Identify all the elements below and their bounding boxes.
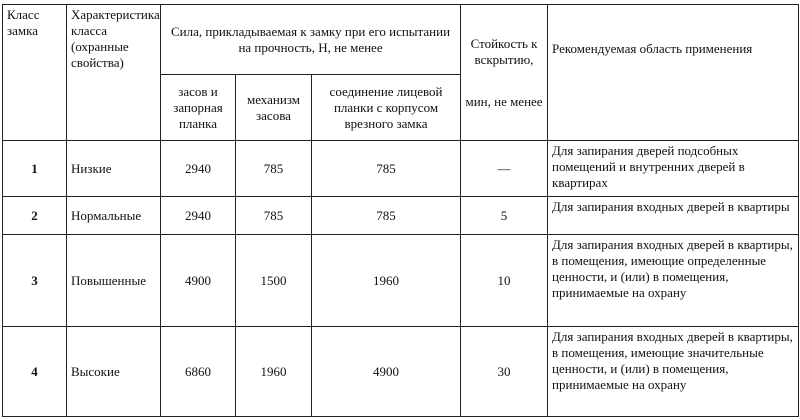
cell-application: Для запирания входных дверей в квартиры, в помещения, имеющие определенные ценности, и (или) в помещения, принимаемые на охрану [548,235,799,327]
lock-classes-table [2,4,799,417]
header-lock-class: Класс замка [3,5,67,141]
header-row-1 [3,5,799,75]
cell-class: 4 [3,327,67,417]
cell-application: Для запирания дверей подсобных помещений и внутренних дверей в квартирах [548,141,799,197]
header-force-faceplate: соединение лицевой планки с корпусом врезного замка [312,75,461,141]
table-row [3,197,799,235]
cell-bolt-force: 2940 [161,141,236,197]
header-force-bolt: засов и запорная планка [161,75,236,141]
cell-faceplate-force: 1960 [312,235,461,327]
cell-application: Для запирания входных дверей в квартиры [548,197,799,235]
cell-bolt-force: 2940 [161,197,236,235]
header-characteristic: Характеристика класса (охранные свойства) [67,5,161,141]
cell-faceplate-force: 785 [312,197,461,235]
cell-class: 1 [3,141,67,197]
cell-faceplate-force: 785 [312,141,461,197]
table-row [3,141,799,197]
cell-application: Для запирания входных дверей в квартиры, в помещения, имеющие значительные ценности, и (или) в помещения, принимаемые на охрану [548,327,799,417]
cell-mechanism-force: 1960 [236,327,312,417]
cell-bolt-force: 4900 [161,235,236,327]
table-row [3,327,799,417]
cell-faceplate-force: 4900 [312,327,461,417]
header-force-mechanism: механизм засова [236,75,312,141]
cell-resistance: 10 [461,235,548,327]
cell-class: 3 [3,235,67,327]
header-burglary-bottom: мин, не менее [465,93,543,109]
cell-characteristic: Нормальные [67,197,161,235]
cell-characteristic: Низкие [67,141,161,197]
header-burglary-resistance [461,5,548,141]
header-force-group: Сила, прикладываемая к замку при его испытании на прочность, Н, не менее [161,5,461,75]
cell-resistance: 30 [461,327,548,417]
cell-mechanism-force: 1500 [236,235,312,327]
cell-characteristic: Высокие [67,327,161,417]
header-burglary-top: Стойкость к вскрытию, [470,35,538,67]
cell-characteristic: Повышенные [67,235,161,327]
cell-mechanism-force: 785 [236,141,312,197]
cell-bolt-force: 6860 [161,327,236,417]
header-application: Рекомендуемая область применения [548,5,799,141]
cell-mechanism-force: 785 [236,197,312,235]
cell-resistance: 5 [461,197,548,235]
table-row [3,235,799,327]
cell-resistance: — [461,141,548,197]
cell-class: 2 [3,197,67,235]
